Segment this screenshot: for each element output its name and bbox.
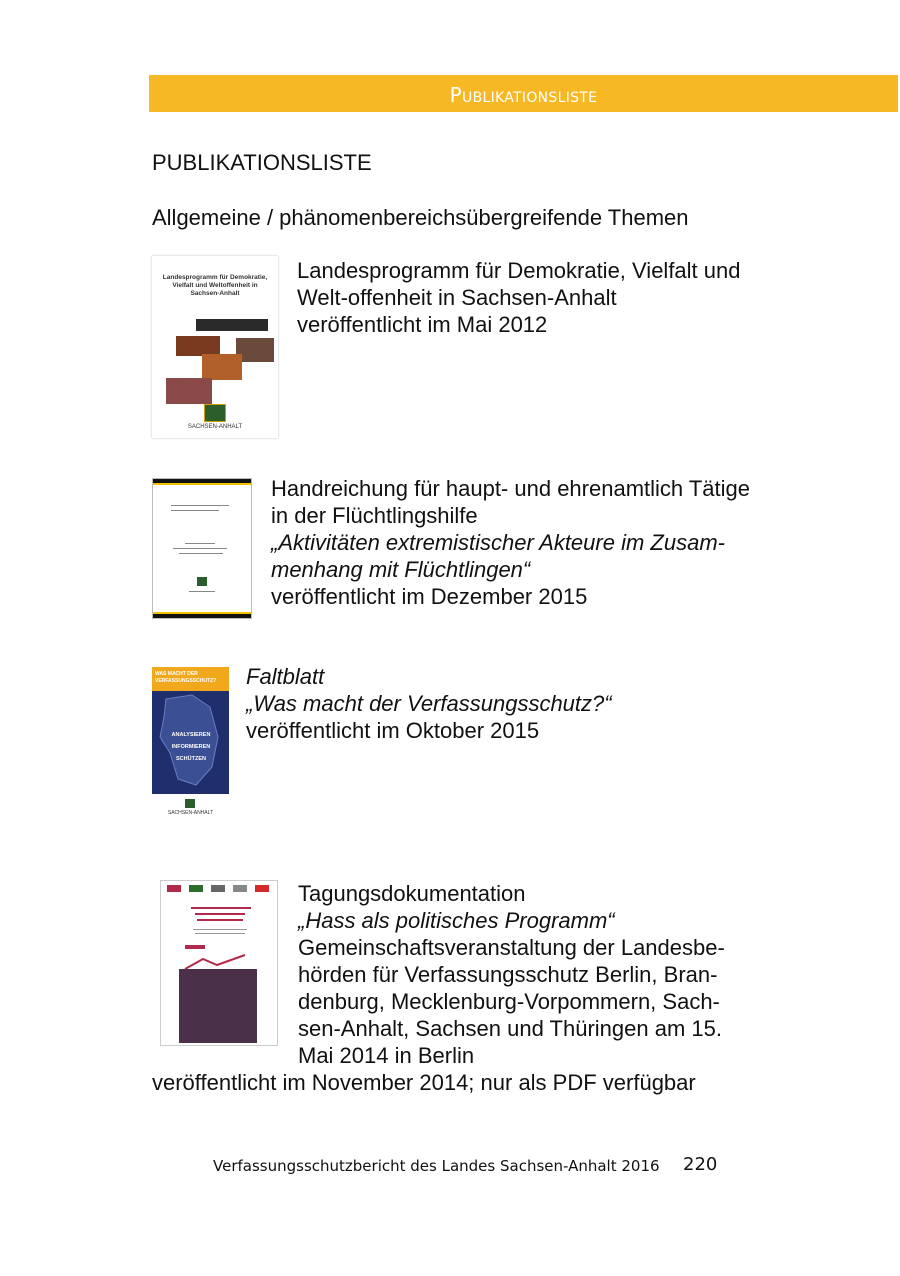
coat-of-arms-icon (197, 577, 207, 586)
publication-title-line: in der Flüchtlingshilfe (271, 503, 478, 528)
publication-title-line: Welt-offenheit in Sachsen-Anhalt (297, 285, 617, 310)
publication-cover-image-4 (160, 880, 278, 1046)
cover-text-line (195, 933, 245, 934)
header-band-title: Publikationsliste (449, 83, 598, 107)
publication-description-line: sen-Anhalt, Sachsen und Thüringen am 15. (298, 1016, 722, 1041)
publication-date: veröffentlicht im Oktober 2015 (246, 718, 540, 743)
publication-title-line: Landesprogramm für Demokratie, Vielfalt und (297, 258, 741, 283)
cover-text-line (189, 591, 215, 592)
publication-type: Tagungsdokumentation (298, 881, 526, 906)
cover-text-line (171, 505, 229, 506)
publication-cover-image-3 (152, 667, 229, 828)
publication-subtitle-line: menhang mit Flüchtlingen“ (271, 557, 531, 582)
cover-tag (185, 945, 205, 949)
publication-item-3 (246, 663, 612, 744)
publication-item-1 (297, 257, 740, 338)
publication-date: veröffentlicht im Dezember 2015 (271, 584, 588, 609)
page-number: 220 (683, 1154, 718, 1175)
publication-date: veröffentlicht im November 2014; nur als PDF verfügbar (152, 1070, 696, 1095)
section-title: Allgemeine / phänomenbereichsübergreifende Themen (152, 205, 689, 230)
publication-type: Faltblatt (246, 664, 325, 689)
cover-band-text: WAS MACHT DER VERFASSUNGSSCHUTZ? (155, 671, 217, 684)
cover-text-line (171, 510, 219, 511)
cover-stripe (153, 614, 251, 618)
logo-icon (233, 885, 247, 892)
publication-description-line: hörden für Verfassungsschutz Berlin, Bran- (298, 962, 718, 987)
publication-item-4 (298, 880, 725, 1069)
cover-brand: SACHSEN-ANHALT (167, 810, 214, 816)
cover-stripe (153, 483, 251, 485)
cover-logos (167, 885, 271, 893)
cover-word: SCHÜTZEN (176, 756, 206, 762)
cover-text-line (179, 553, 223, 554)
logo-icon (255, 885, 269, 892)
cover-text-line (193, 929, 247, 930)
cover-photo (176, 336, 220, 356)
cover-text-line (197, 919, 243, 921)
cover-text-line (173, 548, 227, 549)
publication-subtitle-line: „Hass als politisches Programm“ (298, 908, 615, 933)
cover-text-line (185, 543, 215, 544)
publication-date: veröffentlicht im Mai 2012 (297, 312, 548, 337)
cover-photo (202, 354, 242, 380)
cover-text-line (195, 913, 245, 915)
publication-cover-image-1 (152, 256, 278, 438)
cover-photo (166, 378, 212, 404)
publication-title-line: Handreichung für haupt- und ehrenamtlich Tätige (271, 476, 751, 501)
cover-brand: SACHSEN-ANHALT (187, 424, 243, 430)
publication-description-line: Gemeinschaftsveranstaltung der Landesbe- (298, 935, 725, 960)
cover-title: Landesprogramm für Demokratie, Vielfalt und Weltoffenheit in Sachsen-Anhalt (162, 274, 268, 297)
cover-word: ANALYSIEREN (171, 732, 211, 738)
coat-of-arms-icon (185, 799, 195, 808)
cover-text-line (191, 907, 251, 909)
publication-description-line: Mai 2014 in Berlin (298, 1043, 475, 1068)
publication-subtitle-line: „Aktivitäten extremistischer Akteure im Zusam- (271, 530, 725, 555)
logo-icon (167, 885, 181, 892)
cover-word: INFORMIEREN (171, 744, 211, 750)
logo-icon (189, 885, 203, 892)
cover-photo (179, 969, 257, 1043)
publication-description-line: denburg, Mecklenburg-Vorpommern, Sach- (298, 989, 720, 1014)
publication-item-2 (271, 475, 750, 610)
logo-icon (211, 885, 225, 892)
publication-cover-image-2 (152, 478, 252, 619)
cover-words (166, 729, 216, 765)
footer-text: Verfassungsschutzbericht des Landes Sachsen-Anhalt 2016 (213, 1157, 660, 1175)
coat-of-arms-icon (204, 404, 226, 422)
page-title: PUBLIKATIONSLISTE (152, 150, 372, 175)
cover-photo (196, 319, 268, 331)
publication-subtitle-line: „Was macht der Verfassungsschutz?“ (246, 691, 612, 716)
